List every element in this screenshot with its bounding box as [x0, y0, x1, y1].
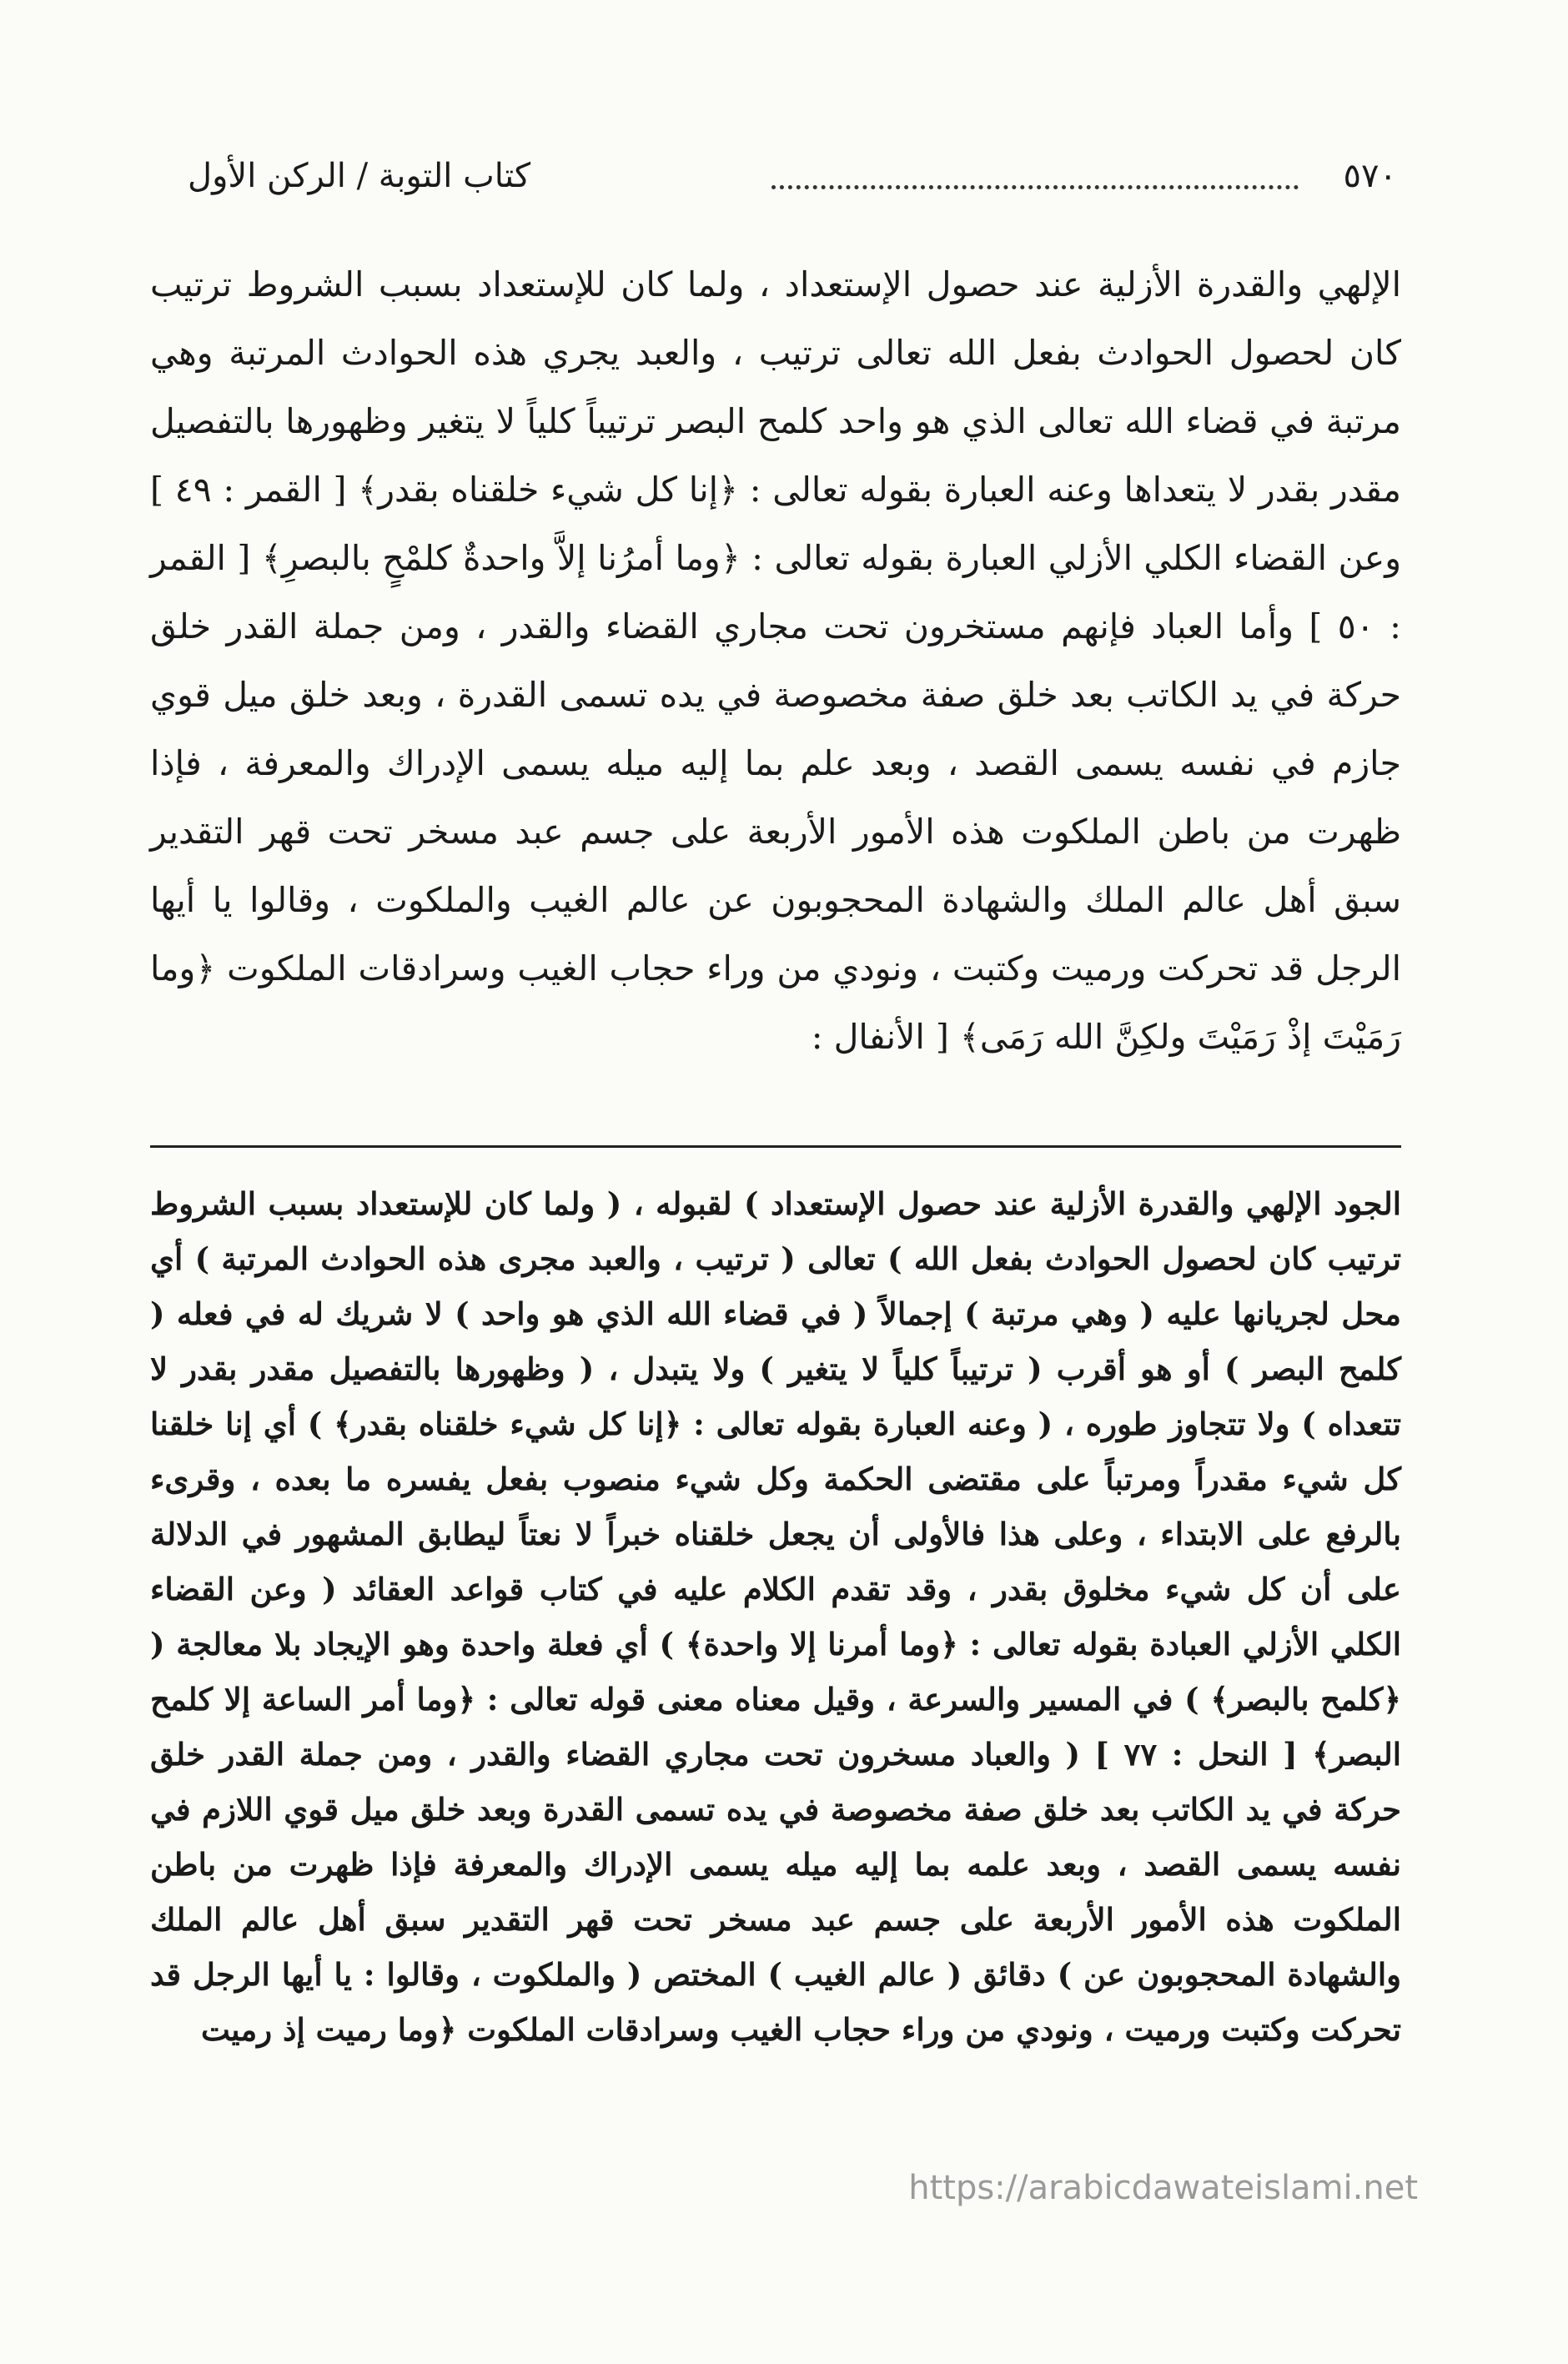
- running-title: كتاب التوبة / الركن الأول: [188, 157, 531, 195]
- main-paragraph: الإلهي والقدرة الأزلية عند حصول الإستعداد ، ولما كان للإستعداد بسبب الشروط ترتيب كان لحصول الحوادث بفعل الله تعالى ترتيب ، والعبد يجري هذه الحوادث المرتبة وهي مرتبة في قضاء الله تعالى الذي هو واحد كلمح البصر ترتيباً كلياً لا يتغير وظهورها بالتفصيل مقدر بقدر لا يتعداها وعنه العبارة بقوله تعالى : ﴿إنا كل شيء خلقناه بقدر﴾ [ القمر : ٤٩ ] وعن القضاء الكلي الأزلي العبارة بقوله تعالى : ﴿وما أمرُنا إلاَّ واحدةٌ كلمْحٍ بالبصرِ﴾ [ القمر : ٥٠ ] وأما العباد فإنهم مستخرون تحت مجاري القضاء والقدر ، ومن جملة القدر خلق حركة في يد الكاتب بعد خلق صفة مخصوصة في يده تسمى القدرة ، وبعد خلق ميل قوي جازم في نفسه يسمى القصد ، وبعد علم بما إليه ميله يسمى الإدراك والمعرفة ، فإذا ظهرت من باطن الملكوت هذه الأمور الأربعة على جسم عبد مسخر تحت قهر التقدير سبق أهل عالم الملك والشهادة المحجوبون عن عالم الغيب والملكوت ، وقالوا يا أيها الرجل قد تحركت ورميت وكتبت ، ونودي من وراء حجاب الغيب وسرادقات الملكوت ﴿وما رَمَيْتَ إذْ رَمَيْتَ ولكِنَّ الله رَمَى﴾ [ الأنفال :: [150, 264, 1401, 1057]
- watermark-url: https://arabicdawateislami.net: [908, 2169, 1418, 2207]
- footnote-divider: [150, 1145, 1401, 1148]
- main-text: [150, 250, 1401, 1071]
- commentary-paragraph: الجود الإلهي والقدرة الأزلية عند حصول الإستعداد ) لقبوله ، ( ولما كان للإستعداد بسبب الشروط ترتيب كان لحصول الحوادث بفعل الله ) تعالى ( ترتيب ، والعبد مجرى هذه الحوادث المرتبة ) أي محل لجريانها عليه ( وهي مرتبة ) إجمالاً ( في قضاء الله الذي هو واحد ) لا شريك له في فعله ( كلمح البصر ) أو هو أقرب ( ترتيباً كلياً لا يتغير ) ولا يتبدل ، ( وظهورها بالتفصيل مقدر بقدر لا تتعداه ) ولا تتجاوز طوره ، ( وعنه العبارة بقوله تعالى : ﴿إنا كل شيء خلقناه بقدر﴾ ) أي إنا خلقنا كل شيء مقدراً ومرتباً على مقتضى الحكمة وكل شيء منصوب بفعل يفسره ما بعده ، وقرىء بالرفع على الابتداء ، وعلى هذا فالأولى أن يجعل خلقناه خبراً لا نعتاً ليطابق المشهور في الدلالة على أن كل شيء مخلوق بقدر ، وقد تقدم الكلام عليه في كتاب قواعد العقائد ( وعن القضاء الكلي الأزلي العبادة بقوله تعالى : ﴿وما أمرنا إلا واحدة﴾ ) أي فعلة واحدة وهو الإيجاد بلا معالجة ( ﴿كلمح بالبصر﴾ ) في المسير والسرعة ، وقيل معناه معنى قوله تعالى : ﴿وما أمر الساعة إلا كلمح البصر﴾ [ النحل : ٧٧ ] ( والعباد مسخرون تحت مجاري القضاء والقدر ، ومن جملة القدر خلق حركة في يد الكاتب بعد خلق صفة مخصوصة في يده تسمى القدرة وبعد خلق ميل قوي اللازم في نفسه يسمى القصد ، وبعد علمه بما إليه ميله يسمى الإدراك والمعرفة فإذا ظهرت من باطن الملكوت هذه الأمور الأربعة على جسم عبد مسخر تحت قهر التقدير سبق أهل عالم الملك والشهادة المحجوبون عن ) دقائق ( عالم الغيب ) المختص ( والملكوت ، وقالوا : يا أيها الرجل قد تحركت وكتبت ورميت ، ونودي من وراء حجاب الغيب وسرادقات الملكوت ﴿وما رميت إذ رميت: [150, 1185, 1401, 2048]
- page-header: [188, 157, 1397, 215]
- page-number: ٥٧٠: [1343, 157, 1397, 195]
- commentary-text: [150, 1176, 1401, 2057]
- header-dotted-leader: [771, 185, 1299, 189]
